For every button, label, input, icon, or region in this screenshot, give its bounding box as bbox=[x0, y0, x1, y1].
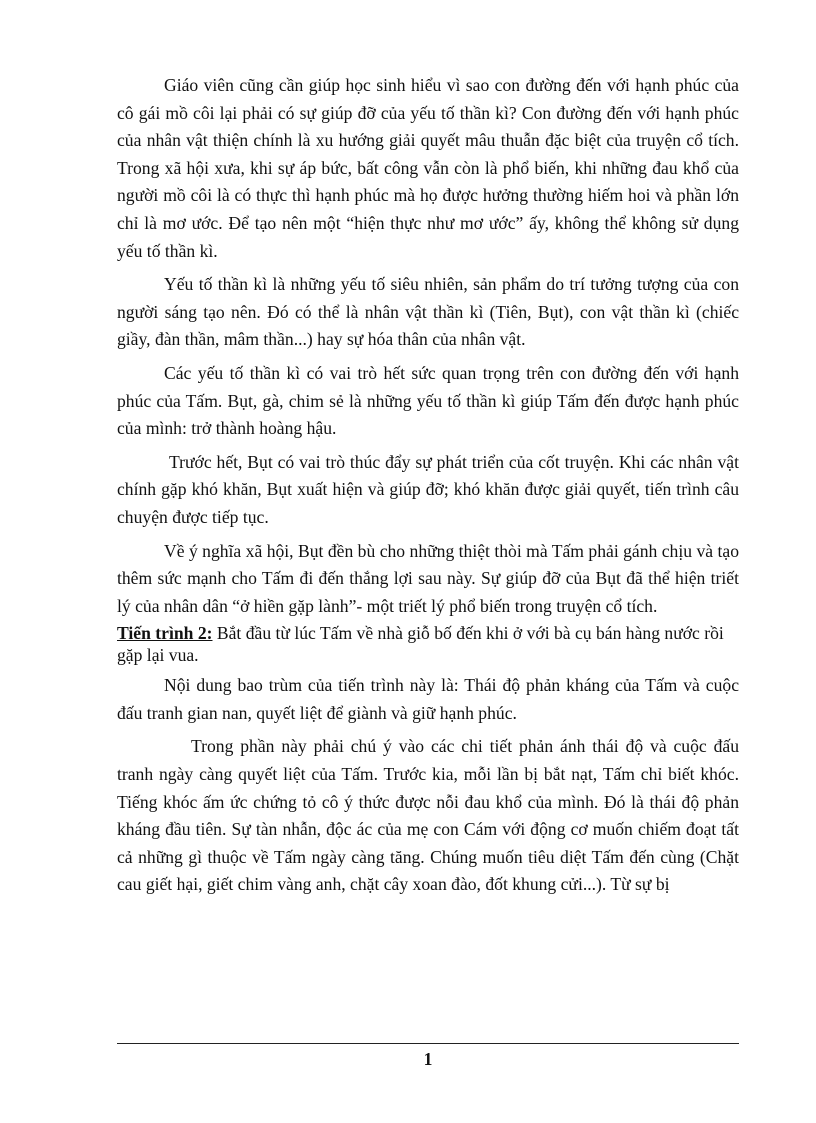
paragraph-struggle-details: Trong phần này phải chú ý vào các chi tiết phản ánh thái độ và cuộc đấu tranh ngày càng quyết liệt của Tấm. Trước kia, mỗi lần bị bắt nạt, Tấm chỉ biết khóc. Tiếng khóc ấm ức chứng tỏ cô ý thức được nỗi đau khổ của mình. Đó là thái độ phản kháng đầu tiên. Sự tàn nhẫn, độc ác của mẹ con Cám với động cơ muốn chiếm đoạt tất cả những gì thuộc về Tấm ngày càng tăng. Chúng muốn tiêu diệt Tấm đến cùng (Chặt cau giết hại, giết chim vàng anh, chặt cây xoan đào, đốt khung cửi...). Từ sự bị bbox=[117, 736, 739, 895]
process-heading-text: Bắt đầu từ lúc Tấm về nhà giỗ bố đến khi ở với bà cụ bán hàng nước rồi gặp lại vua. bbox=[117, 623, 724, 666]
paragraph-process-content: Nội dung bao trùm của tiến trình này là: Thái độ phản kháng của Tấm và cuộc đấu tranh gian nan, quyết liệt để giành và giữ hạnh phúc. bbox=[117, 675, 739, 723]
paragraph-magic-role: Các yếu tố thần kì có vai trò hết sức quan trọng trên con đường đến với hạnh phúc của Tấm. Bụt, gà, chim sẻ là những yếu tố thần kì giúp Tấm đến được hạnh phúc của mình: trở thành hoàng hậu. bbox=[117, 362, 739, 439]
footer-divider bbox=[117, 1043, 739, 1044]
process-heading-label: Tiến trình 2: bbox=[117, 623, 213, 644]
paragraph-but-social: Về ý nghĩa xã hội, Bụt đền bù cho những thiệt thòi mà Tấm phải gánh chịu và tạo thêm sức mạnh cho Tấm đi đến thắng lợi sau này. Sự giúp đỡ của Bụt đã thể hiện triết lý của nhân dân “ở hiền gặp lành”- một triết lý phổ biến trong truyện cổ tích. bbox=[117, 540, 739, 616]
document-page bbox=[117, 72, 739, 899]
paragraph-magic-elements: Yếu tố thần kì là những yếu tố siêu nhiên, sản phẩm do trí tưởng tượng của con người sáng tạo nên. Đó có thể là nhân vật thần kì (Tiên, Bụt), con vật thần kì (chiếc giầy, đàn thần, mâm thần...) hay sự hóa thân của nhân vật. bbox=[117, 274, 739, 350]
process-heading bbox=[117, 622, 739, 666]
paragraph-teacher-guidance: Giáo viên cũng cần giúp học sinh hiểu vì sao con đường đến với hạnh phúc của cô gái mồ côi lại phải có sự giúp đỡ của yếu tố thần kì? Con đường đến với hạnh phúc của nhân vật thiện chính là xu hướng giải quyết mâu thuẫn đặc biệt của truyện cổ tích. Trong xã hội xưa, khi sự áp bức, bất công vẫn còn là phổ biến, khi những đau khổ của người mồ côi là có thực thì hạnh phúc mà họ được hưởng thường hiếm hoi và phần lớn chỉ là mơ ước. Để tạo nên một “hiện thực như mơ ước” ấy, không thể không sử dụng yếu tố thần kì. bbox=[117, 75, 739, 261]
paragraph-but-plot: Trước hết, Bụt có vai trò thúc đẩy sự phát triển của cốt truyện. Khi các nhân vật chính gặp khó khăn, Bụt xuất hiện và giúp đỡ; khó khăn được giải quyết, tiến trình câu chuyện được tiếp tục. bbox=[117, 451, 739, 527]
page-number: 1 bbox=[423, 1049, 433, 1069]
